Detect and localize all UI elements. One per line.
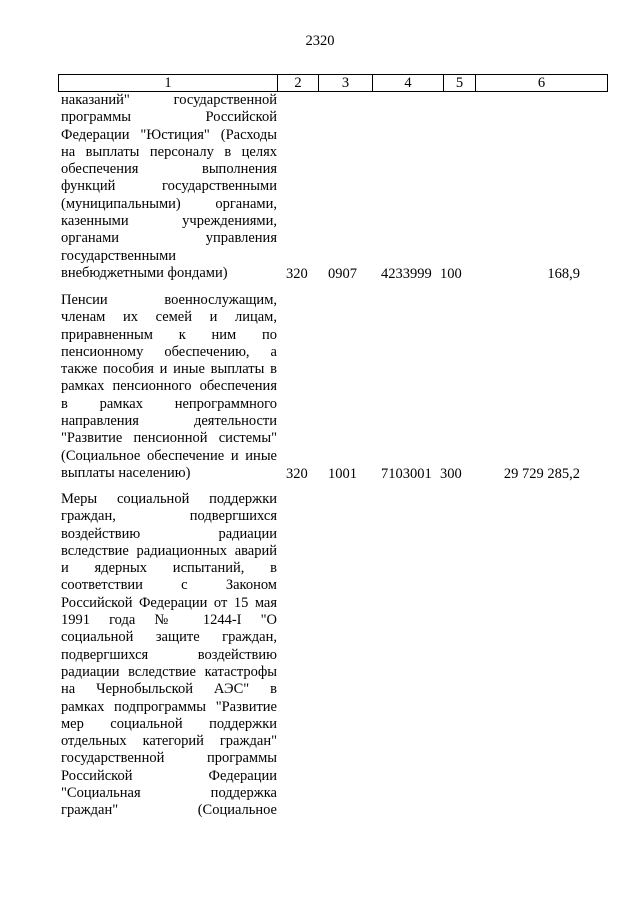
cell-section-code: 0907 — [328, 266, 357, 282]
description-line: 1991 года № 1244-I "О — [61, 612, 277, 629]
description-line: направления деятельности — [61, 413, 277, 430]
description-line: государственными — [61, 247, 177, 264]
cell-section-code: 1001 — [328, 466, 357, 482]
description-line: Меры социальной поддержки — [61, 491, 277, 507]
description-line: (муниципальными) органами, — [61, 195, 277, 212]
description-line: членам их семей и лицам, — [61, 309, 277, 326]
page-number: 2320 — [305, 33, 335, 49]
column-header-3: 3 — [319, 75, 373, 92]
description-line: Российской Федерации — [61, 767, 277, 784]
description-line: наказаний" государственной — [61, 92, 277, 108]
description-line: пенсионному обеспечению, а — [61, 343, 277, 360]
cell-target-code: 4233999 — [381, 266, 432, 282]
description-line: соответствии с Законом — [61, 577, 277, 594]
description-line: рамках подпрограммы "Развитие — [61, 698, 277, 715]
row-description — [61, 92, 277, 282]
description-line: граждан" (Социальное — [61, 802, 277, 819]
column-header-4: 4 — [373, 75, 444, 92]
cell-expense-type: 100 — [440, 266, 462, 282]
description-line: и ядерных испытаний, в — [61, 560, 277, 577]
column-header-6: 6 — [476, 75, 608, 92]
description-line: Российской Федерации от 15 мая — [61, 594, 277, 611]
description-line: государственной программы — [61, 750, 277, 767]
cell-target-code: 7103001 — [381, 466, 432, 482]
column-header-row — [59, 75, 608, 92]
cell-expense-type: 300 — [440, 466, 462, 482]
description-line: воздействию радиации — [61, 525, 277, 542]
description-line: рамках пенсионного обеспечения — [61, 378, 277, 395]
description-line: также пособия и иные выплаты в — [61, 361, 277, 378]
description-line: казенными учреждениями, — [61, 213, 277, 230]
description-line: органами управления — [61, 230, 277, 247]
description-line: на Чернобыльской АЭС" в — [61, 681, 277, 698]
cell-amount: 29 729 285,2 — [503, 466, 580, 482]
description-line: граждан, подвергшихся — [61, 508, 277, 525]
description-line: радиации вследствие катастрофы — [61, 663, 277, 680]
row-description — [61, 491, 277, 820]
description-line: мер социальной поддержки — [61, 715, 277, 732]
cell-ministry-code: 320 — [286, 266, 308, 282]
description-line: вследствие радиационных аварий — [61, 542, 277, 559]
description-line: функций государственными — [61, 178, 277, 195]
description-line: внебюджетными фондами) — [61, 264, 228, 281]
description-line: выплаты населению) — [61, 464, 191, 481]
description-line: программы Российской — [61, 109, 277, 126]
description-line: приравненным к ним по — [61, 326, 277, 343]
description-line: (Социальное обеспечение и иные — [61, 447, 277, 464]
row-description — [61, 292, 277, 482]
description-line: обеспечения выполнения — [61, 161, 277, 178]
description-line: "Социальная поддержка — [61, 785, 277, 802]
column-header-2: 2 — [278, 75, 319, 92]
description-line: подвергшихся воздействию — [61, 646, 277, 663]
cell-ministry-code: 320 — [286, 466, 308, 482]
cell-amount: 168,9 — [547, 266, 580, 282]
description-line: на выплаты персоналу в целях — [61, 143, 277, 160]
column-header-1: 1 — [59, 75, 278, 92]
description-line: отдельных категорий граждан" — [61, 733, 277, 750]
column-header-table — [58, 74, 608, 92]
description-line: Пенсии военнослужащим, — [61, 292, 277, 308]
description-line: Федерации "Юстиция" (Расходы — [61, 126, 277, 143]
column-header-5: 5 — [444, 75, 476, 92]
description-line: "Развитие пенсионной системы" — [61, 430, 277, 447]
description-line: социальной защите граждан, — [61, 629, 277, 646]
description-line: в рамках непрограммного — [61, 395, 277, 412]
